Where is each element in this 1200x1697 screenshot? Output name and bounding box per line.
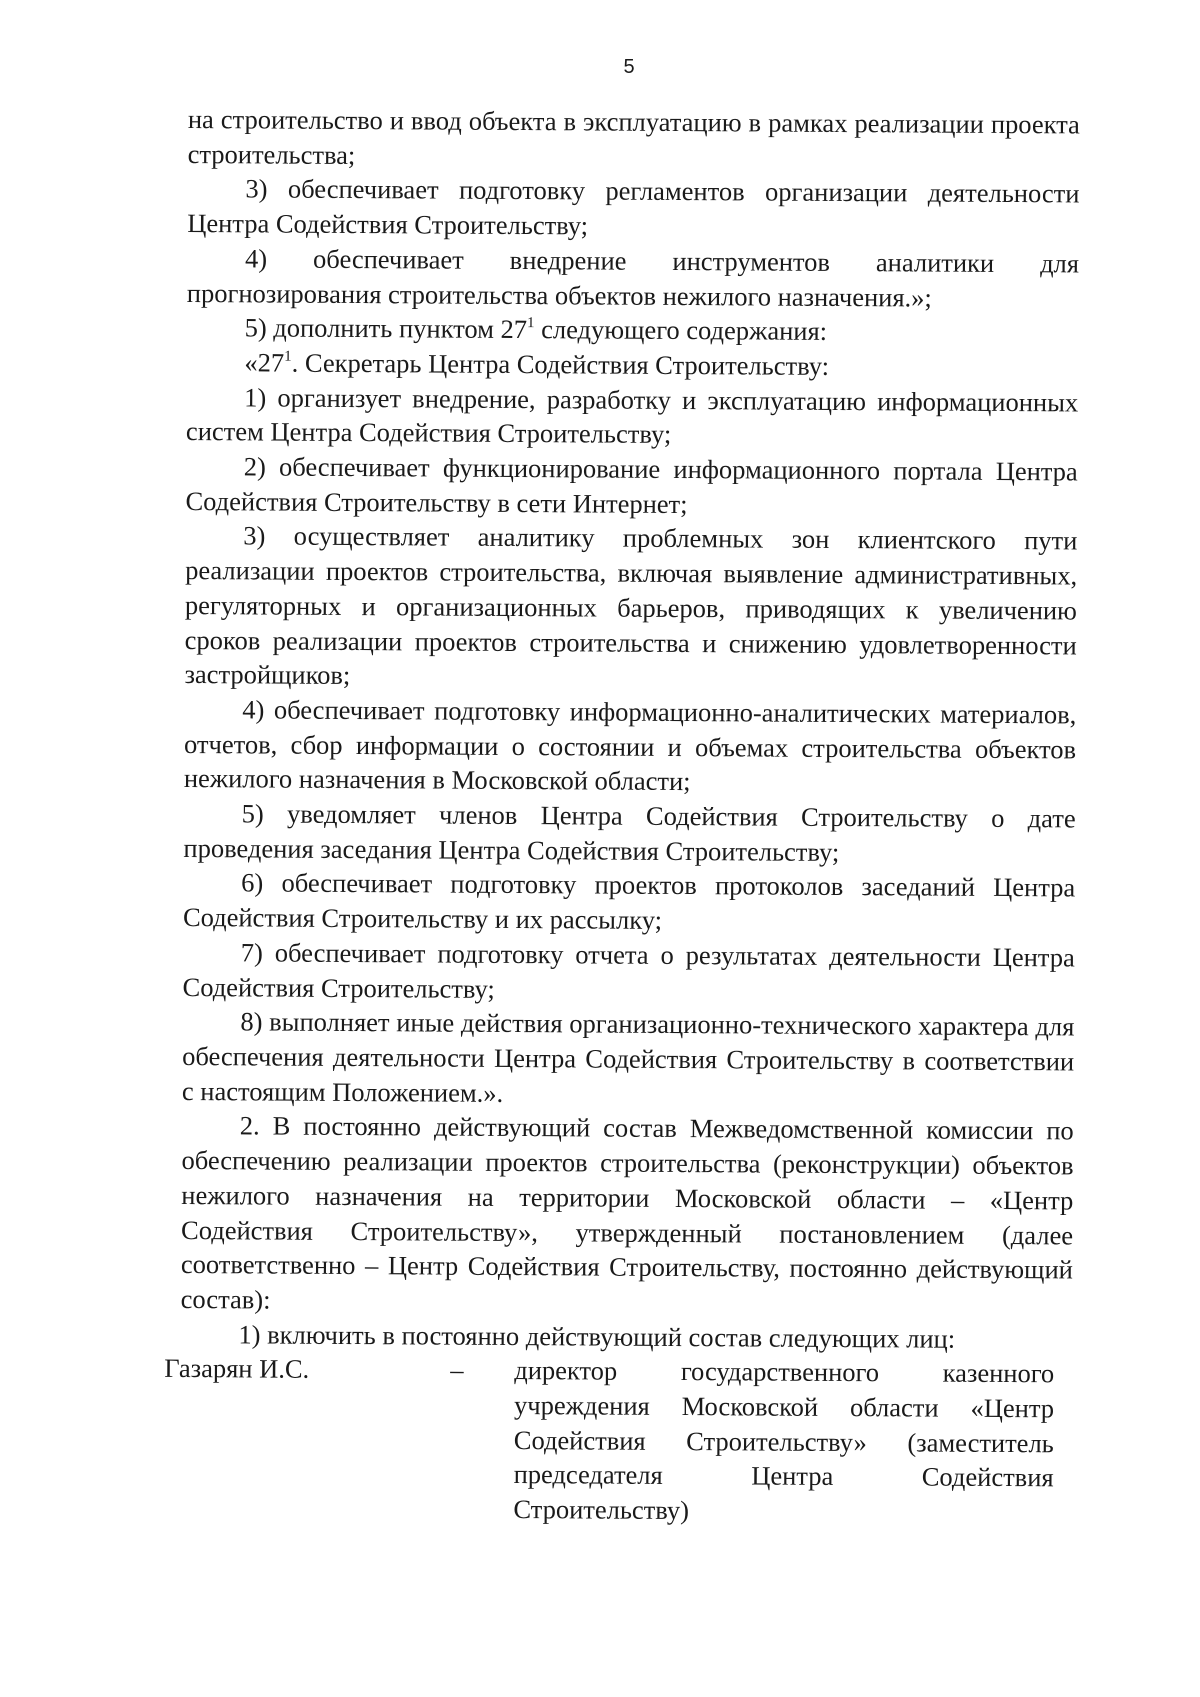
document-body	[164, 102, 1080, 1557]
paragraph-continuation: на строительство и ввод объекта в эксплуатацию в рамках реализации проекта строительства;	[187, 103, 1080, 170]
secretary-duty-8: 8) выполняет иные действия организационно-технического характера для обеспечения деятельности Центра Содействия Строительству в соответствии с настоящим Положением.».	[181, 1006, 1075, 1108]
page-number: 5	[623, 56, 635, 78]
secretary-duty-2: 2) обеспечивает функционирование информационного портала Центра Содействия Строительству в сети Интернет;	[185, 451, 1078, 519]
list-item-4: 4) обеспечивает внедрение инструментов аналитики для прогнозирования строительства объектов нежилого назначения.»;	[186, 243, 1080, 313]
secretary-duty-5: 5) уведомляет членов Центра Содействия Строительству о дате проведения заседания Центра Содействия Строительству;	[183, 798, 1076, 867]
include-members-paragraph: 1) включить в постоянно действующий состав следующих лиц:	[238, 1318, 956, 1354]
amendment-text: 5) дополнить пунктом 27	[244, 312, 528, 345]
clause-heading-tail: . Секретарь Центра Содействия Строительству:	[291, 347, 830, 381]
secretary-duty-3: 3) осуществляет аналитику проблемных зон клиентского пути реализации проектов строительства, включая выявление административных, регуляторных и организационных барьеров, приводящих к увеличению сроков реализации проектов строительства и снижению удовлетворенности застройщиков;	[184, 520, 1078, 691]
superscript: 1	[527, 315, 535, 332]
secretary-duty-6: 6) обеспечивает подготовку проектов протоколов заседаний Центра Содействия Строительству и их рассылку;	[182, 867, 1076, 936]
clause-heading	[186, 345, 1078, 385]
member-name: Газарян И.С.	[164, 1353, 310, 1385]
section-2-paragraph: 2. В постоянно действующий состав Межведомственной комиссии по обеспечению реализации проектов строительства (реконструкции) объектов нежилого назначения на территории Московской области – «Центр Содействия Строительству», утвержденный постановлением (далее соответственно – Центр Содействия Строительству, постоянно действующий состав):	[180, 1110, 1074, 1315]
superscript: 1	[284, 348, 292, 365]
amendment-text-tail: следующего содержания:	[534, 314, 828, 347]
secretary-duty-4: 4) обеспечивает подготовку информационно-аналитических материалов, отчетов, сбор информации о состоянии и объемах строительства объектов нежилого назначения в Московской области;	[183, 694, 1077, 797]
amendment-item-5	[187, 310, 1079, 350]
member-entry	[164, 1351, 1072, 1556]
secretary-duty-7: 7) обеспечивает подготовку отчета о результатах деятельности Центра Содействия Строительству;	[182, 937, 1075, 1004]
secretary-duty-1: 1) организует внедрение, разработку и эксплуатацию информационных систем Центра Содействия Строительству;	[185, 381, 1079, 450]
member-description: директор государственного казенного учреждения Московской области «Центр Содействия Строительству» (заместитель председателя Центра Содействия Строительству)	[513, 1355, 1055, 1526]
list-item-3: 3) обеспечивает подготовку регламентов организации деятельности Центра Содействия Строительству;	[187, 173, 1080, 241]
member-dash: –	[450, 1354, 464, 1386]
clause-heading-text: «27	[244, 347, 285, 378]
